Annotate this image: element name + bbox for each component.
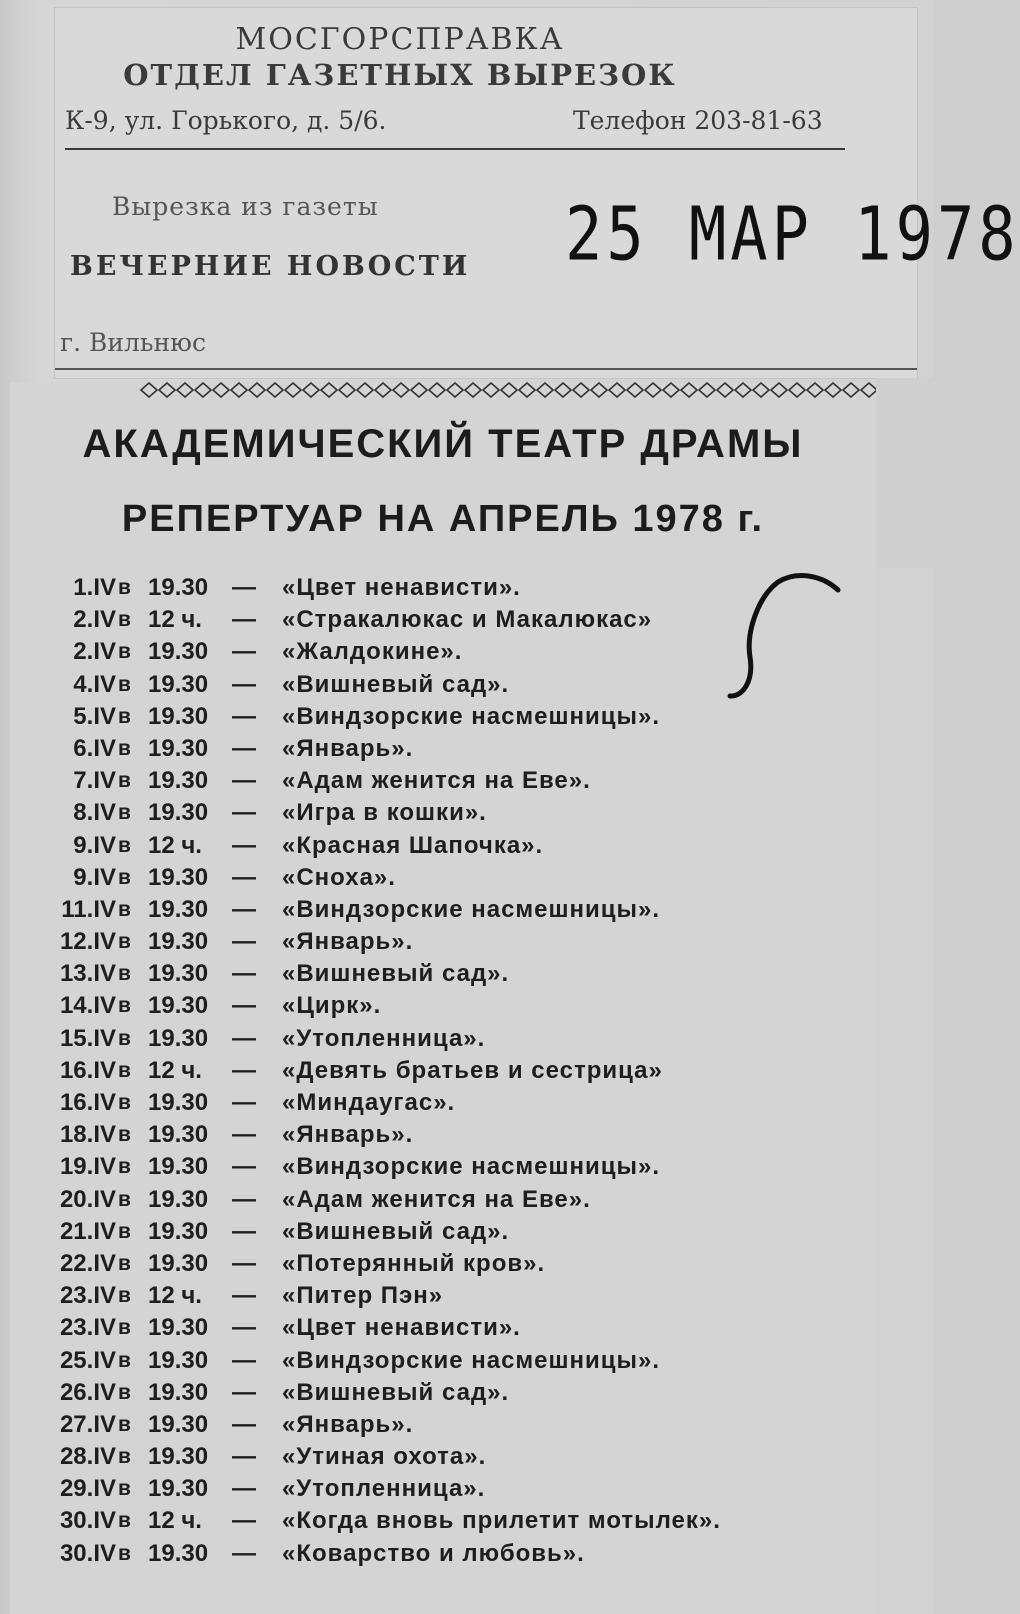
dash: — (232, 1378, 256, 1406)
performance-time: 19.30 (148, 928, 209, 956)
performance-time: 19.30 (148, 1185, 209, 1213)
performance-time: 19.30 (148, 1443, 209, 1471)
dash: — (232, 1443, 256, 1471)
preposition: в (118, 1219, 131, 1243)
play-title: «Потерянный кров». (282, 1249, 546, 1277)
dash: — (232, 1185, 256, 1213)
preposition: в (118, 736, 131, 760)
repertoire-row (10, 958, 876, 990)
dash: — (232, 606, 256, 634)
preposition: в (118, 640, 131, 664)
preposition: в (118, 1155, 131, 1179)
preposition: в (118, 897, 131, 921)
performance-date: 11.IV (61, 895, 116, 923)
dash: — (232, 670, 256, 698)
play-title: «Виндзорские насмешницы». (282, 702, 661, 730)
preposition: в (118, 1445, 131, 1469)
dash: — (232, 734, 256, 762)
performance-date: 26.IV (59, 1378, 116, 1406)
preposition: в (118, 930, 131, 954)
repertoire-row (10, 1505, 876, 1537)
dash: — (232, 1410, 256, 1438)
play-title: «Вишневый сад». (282, 670, 510, 698)
org-name: МОСГОРСПРАВКА (235, 22, 565, 57)
play-title: «Вишневый сад». (282, 960, 510, 988)
preposition: в (118, 994, 131, 1018)
play-title: «Адам женится на Еве». (282, 767, 591, 795)
dash: — (232, 895, 256, 923)
dash: — (232, 638, 256, 666)
performance-date: 29.IV (59, 1475, 116, 1503)
performance-time: 12 ч. (148, 831, 202, 859)
performance-date: 16.IV (59, 1056, 116, 1084)
repertoire-row (10, 1473, 876, 1505)
repertoire-row (10, 1409, 876, 1441)
repertoire-list (10, 572, 876, 1570)
dash: — (232, 1121, 256, 1149)
performance-date: 18.IV (59, 1121, 116, 1149)
play-title: «Утиная охота». (282, 1443, 487, 1471)
performance-time: 19.30 (148, 1475, 209, 1503)
performance-date: 25.IV (59, 1346, 116, 1374)
dash: — (232, 1249, 256, 1277)
performance-date: 23.IV (59, 1282, 116, 1310)
repertoire-row (10, 701, 876, 733)
repertoire-row (10, 862, 876, 894)
performance-date: 9.IV (73, 863, 116, 891)
repertoire-row (10, 1248, 876, 1280)
repertoire-row (10, 797, 876, 829)
play-title: «Январь». (282, 734, 414, 762)
repertoire-row (10, 1216, 876, 1248)
play-title: «Сноха». (282, 863, 396, 891)
dash: — (232, 1089, 256, 1116)
performance-time: 19.30 (148, 574, 209, 601)
repertoire-row (10, 765, 876, 797)
performance-time: 19.30 (148, 670, 209, 698)
performance-time: 19.30 (148, 1410, 209, 1438)
play-title: «Виндзорские насмешницы». (282, 1346, 661, 1374)
repertoire-row (10, 1119, 876, 1151)
preposition: в (118, 1091, 131, 1114)
preposition: в (118, 769, 131, 793)
performance-date: 13.IV (59, 960, 116, 988)
cut-label: Вырезка из газеты (112, 192, 379, 221)
play-title: «Коварство и любовь». (282, 1539, 585, 1567)
dash: — (232, 831, 256, 859)
performance-time: 19.30 (148, 767, 209, 795)
performance-date: 4.IV (73, 670, 116, 698)
preposition: в (118, 1477, 131, 1501)
repertoire-row (10, 1441, 876, 1473)
repertoire-row (10, 1312, 876, 1344)
preposition: в (118, 1284, 131, 1308)
performance-date: 28.IV (59, 1443, 116, 1471)
performance-time: 19.30 (148, 1314, 209, 1342)
repertoire-row (10, 990, 876, 1022)
play-title: «Адам женится на Еве». (282, 1185, 591, 1213)
dept-name: ОТДЕЛ ГАЗЕТНЫХ ВЫРЕЗОК (123, 58, 677, 92)
preposition: в (118, 1412, 131, 1436)
repertoire-row (10, 1280, 876, 1312)
play-title: «Цирк». (282, 992, 382, 1020)
performance-date: 7.IV (73, 767, 116, 795)
preposition: в (118, 1187, 131, 1211)
dash: — (232, 1282, 256, 1310)
preposition: в (118, 865, 131, 889)
dash: — (232, 992, 256, 1020)
preposition: в (118, 1251, 131, 1275)
performance-date: 5.IV (73, 702, 116, 730)
performance-date: 6.IV (73, 734, 116, 762)
play-title: «Миндаугас». (282, 1089, 456, 1116)
city: г. Вильнюс (60, 328, 206, 357)
performance-time: 12 ч. (148, 1507, 202, 1535)
play-title: «Игра в кошки». (282, 799, 487, 827)
date-stamp: 25 МАР 1978 (565, 190, 1020, 278)
performance-time: 19.30 (148, 895, 209, 923)
preposition: в (118, 833, 131, 857)
performance-date: 22.IV (59, 1249, 116, 1277)
dash: — (232, 1475, 256, 1503)
performance-time: 12 ч. (148, 1282, 202, 1310)
dash: — (232, 574, 256, 601)
performance-time: 12 ч. (148, 606, 202, 634)
performance-time: 19.30 (148, 1153, 209, 1181)
performance-time: 19.30 (148, 1539, 209, 1567)
performance-date: 2.IV (73, 606, 116, 634)
preposition: в (118, 1026, 131, 1050)
dash: — (232, 863, 256, 891)
play-title: «Январь». (282, 1410, 414, 1438)
repertoire-row (10, 1023, 876, 1055)
performance-date: 8.IV (73, 799, 116, 827)
preposition: в (118, 1123, 131, 1147)
performance-time: 19.30 (148, 960, 209, 988)
play-title: «Стракалюкас и Макалюкас» (282, 606, 653, 634)
dash: — (232, 1024, 256, 1052)
dash: — (232, 1056, 256, 1084)
performance-time: 19.30 (148, 702, 209, 730)
dash: — (232, 1153, 256, 1181)
repertoire-row (10, 1377, 876, 1409)
preposition: в (118, 801, 131, 825)
phone: Телефон 203-81-63 (573, 106, 823, 135)
performance-date: 2.IV (73, 638, 116, 666)
performance-date: 19.IV (59, 1153, 116, 1181)
dash: — (232, 799, 256, 827)
dash: — (232, 1314, 256, 1342)
preposition: в (118, 962, 131, 986)
play-title: «Цвет ненависти». (282, 1314, 521, 1342)
play-title: «Январь». (282, 928, 414, 956)
repertoire-row (10, 1087, 876, 1119)
play-title: «Виндзорские насмешницы». (282, 1153, 661, 1181)
performance-time: 19.30 (148, 1217, 209, 1245)
play-title: «Когда вновь прилетит мотылек». (282, 1507, 721, 1535)
address: К-9, ул. Горького, д. 5/6. (65, 106, 387, 135)
newspaper-name: ВЕЧЕРНИЕ НОВОСТИ (70, 251, 471, 282)
preposition: в (118, 704, 131, 728)
performance-time: 19.30 (148, 1024, 209, 1052)
performance-date: 15.IV (59, 1024, 116, 1052)
dash: — (232, 1346, 256, 1374)
repertoire-row (10, 1184, 876, 1216)
address-line (65, 106, 845, 135)
dash: — (232, 960, 256, 988)
dash: — (232, 1507, 256, 1535)
performance-date: 23.IV (59, 1314, 116, 1342)
performance-date: 20.IV (59, 1185, 116, 1213)
performance-time: 19.30 (148, 992, 209, 1020)
play-title: «Девять братьев и сестрица» (282, 1056, 663, 1084)
preposition: в (118, 1348, 131, 1372)
divider (55, 368, 917, 370)
repertoire-row (10, 830, 876, 862)
dash: — (232, 1217, 256, 1245)
handwritten-mark (728, 572, 848, 702)
repertoire-row (10, 1538, 876, 1570)
performance-time: 19.30 (148, 799, 209, 827)
repertoire-row (10, 926, 876, 958)
play-title: «Утопленница». (282, 1475, 486, 1503)
preposition: в (118, 1509, 131, 1533)
performance-date: 14.IV (59, 992, 116, 1020)
play-title: «Вишневый сад». (282, 1217, 510, 1245)
background-strip (876, 378, 933, 568)
play-title: «Жалдокине». (282, 638, 463, 666)
dash: — (232, 928, 256, 956)
performance-date: 27.IV (59, 1410, 116, 1438)
repertoire-row (10, 1151, 876, 1183)
dash: — (232, 767, 256, 795)
play-title: «Утопленница». (282, 1024, 486, 1052)
performance-date: 12.IV (59, 928, 116, 956)
preposition: в (118, 1058, 131, 1082)
play-title: «Красная Шапочка». (282, 831, 544, 859)
theatre-heading: АКАДЕМИЧЕСКИЙ ТЕАТР ДРАМЫ (82, 422, 804, 466)
repertoire-heading: РЕПЕРТУАР НА АПРЕЛЬ 1978 г. (121, 498, 765, 540)
repertoire-row (10, 1055, 876, 1087)
performance-time: 19.30 (148, 1378, 209, 1406)
ornament-border (140, 382, 876, 398)
divider (65, 148, 845, 150)
repertoire-row (10, 894, 876, 926)
repertoire-row (10, 1345, 876, 1377)
performance-time: 19.30 (148, 1249, 209, 1277)
clipping-service-slip (55, 8, 1020, 378)
performance-date: 16.IV (59, 1089, 116, 1116)
performance-date: 30.IV (59, 1507, 116, 1535)
performance-time: 19.30 (148, 863, 209, 891)
play-title: «Цвет ненависти». (282, 574, 521, 601)
dash: — (232, 702, 256, 730)
performance-date: 21.IV (59, 1217, 116, 1245)
play-title: «Вишневый сад». (282, 1378, 510, 1406)
play-title: «Январь». (282, 1121, 414, 1149)
performance-time: 19.30 (148, 734, 209, 762)
preposition: в (118, 608, 131, 632)
performance-date: 1.IV (73, 574, 116, 601)
repertoire-row (10, 733, 876, 765)
play-title: «Виндзорские насмешницы». (282, 895, 661, 923)
preposition: в (118, 1316, 131, 1340)
preposition: в (118, 1541, 131, 1565)
play-title: «Питер Пэн» (282, 1282, 444, 1310)
performance-date: 9.IV (73, 831, 116, 859)
performance-date: 30.IV (59, 1539, 116, 1567)
performance-time: 19.30 (148, 1346, 209, 1374)
performance-time: 19.30 (148, 638, 209, 666)
preposition: в (118, 672, 131, 696)
preposition: в (118, 1380, 131, 1404)
performance-time: 19.30 (148, 1121, 209, 1149)
dash: — (232, 1539, 256, 1567)
performance-time: 19.30 (148, 1089, 209, 1116)
newspaper-clipping (10, 382, 876, 1614)
preposition: в (118, 576, 131, 599)
performance-time: 12 ч. (148, 1056, 202, 1084)
